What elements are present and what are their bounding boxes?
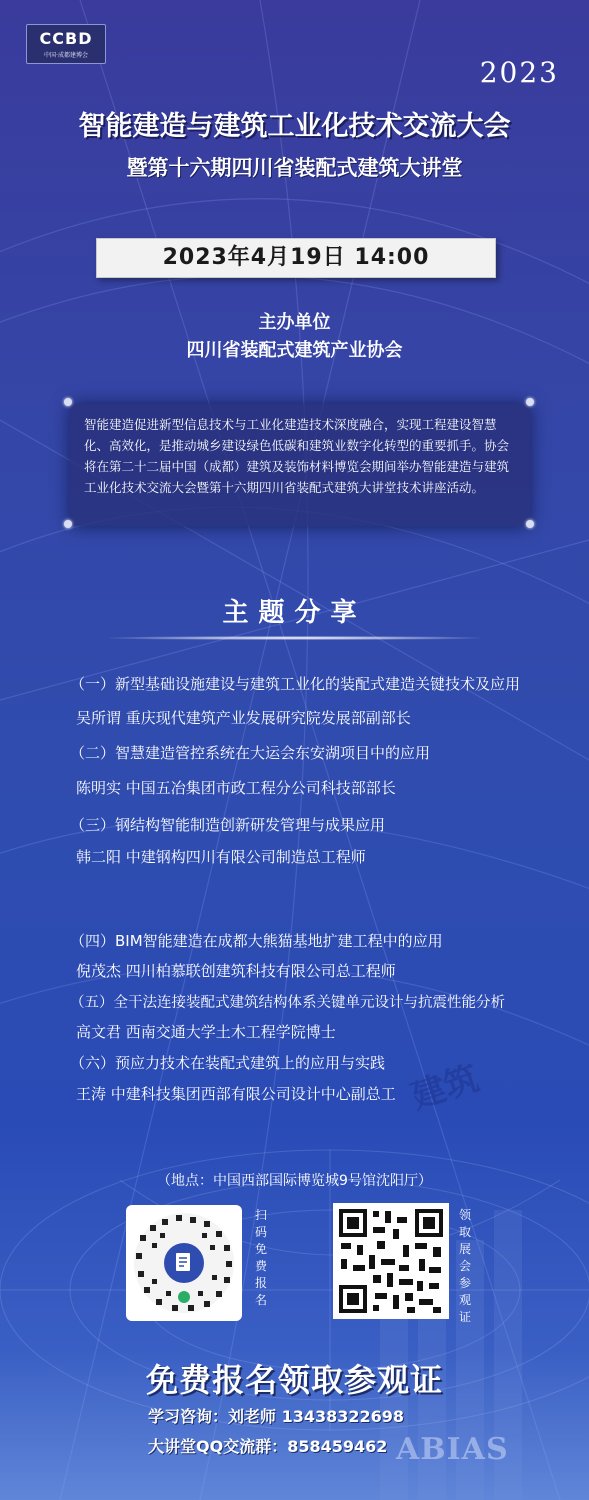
organizer-label: 主办单位 — [258, 312, 331, 333]
consult-contact: 学习咨询：刘老师 13438322698 — [148, 1407, 405, 1426]
pin-icon — [64, 520, 72, 528]
talk-title: （二）智慧建造管控系统在大运会东安湖项目中的应用 — [70, 744, 431, 762]
title-glow-divider — [110, 636, 480, 640]
qr-label-pass: 领取展会参观证 — [458, 1208, 471, 1324]
talk-speaker: 吴所谓 重庆现代建筑产业发展研究院发展部副部长 — [76, 709, 411, 727]
talk-title: （一）新型基础设施建设与建筑工业化的装配式建造关键技术及应用 — [70, 675, 521, 693]
talk-title: （五）全干法连接装配式建筑结构体系关键单元设计与抗震性能分析 — [70, 995, 505, 1011]
watermark-glyphs: 建筑 — [406, 1058, 484, 1118]
intro-text: 智能建造促进新型信息技术与工业化建造技术深度融合，实现工程建设智慧化、高效化，是推动城乡建设绿色低碳和建筑业数字化转型的重要抓手。协会将在第二十二届中国（成都）建筑及装饰材料博览会期间举办智能建造与建筑工业化技术交流大会暨第十六期四川省装配式建筑大讲堂技术讲座活动。 — [84, 417, 510, 495]
event-subtitle: 暨第十六期四川省装配式建筑大讲堂 — [126, 156, 463, 180]
qr-code-icon — [333, 1203, 449, 1319]
venue-text: （地点：中国西部国际博览城9号馆沈阳厅） — [157, 1173, 432, 1189]
abias-watermark: ABIAS — [396, 1432, 509, 1467]
talk-speaker: 倪茂杰 四川柏慕联创建筑科技有限公司总工程师 — [76, 962, 396, 980]
event-title: 智能建造与建筑工业化技术交流大会 — [78, 111, 511, 142]
pin-icon — [64, 398, 72, 406]
talk-speaker: 王涛 中建科技集团西部有限公司设计中心副总工 — [76, 1085, 396, 1103]
section-title: 主题分享 — [222, 598, 367, 628]
pin-icon — [526, 520, 534, 528]
call-to-action: 免费报名领取参观证 — [145, 1361, 443, 1399]
logo-subtext: 中国·成都建博会 — [44, 52, 88, 59]
qr-label-register: 扫码免费报名 — [254, 1208, 267, 1307]
event-datetime: 2023年4月19日 14:00 — [96, 238, 496, 278]
intro-panel — [70, 404, 530, 526]
logo-text: CCBD — [39, 29, 93, 48]
talk-speaker: 韩二阳 中建钢构四川有限公司制造总工程师 — [76, 848, 366, 866]
qq-group-contact: 大讲堂QQ交流群：858459462 — [148, 1437, 388, 1456]
pass-qr-code[interactable] — [333, 1203, 449, 1319]
talk-title: （三）钢结构智能制造创新研发管理与成果应用 — [70, 816, 386, 834]
talk-speaker: 高文君 西南交通大学土木工程学院博士 — [76, 1023, 336, 1041]
pin-icon — [526, 398, 534, 406]
event-year: 2023 — [479, 56, 559, 89]
organizer-name: 四川省装配式建筑产业协会 — [186, 340, 403, 361]
ccbd-logo — [26, 24, 106, 74]
registration-qr-code[interactable] — [126, 1205, 242, 1321]
talk-title: （四）BIM智能建造在成都大熊猫基地扩建工程中的应用 — [70, 932, 443, 950]
qr-miniprogram-icon — [126, 1205, 242, 1321]
talk-title: （六）预应力技术在装配式建筑上的应用与实践 — [70, 1054, 386, 1072]
talk-speaker: 陈明实 中国五冶集团市政工程分公司科技部部长 — [76, 779, 396, 797]
